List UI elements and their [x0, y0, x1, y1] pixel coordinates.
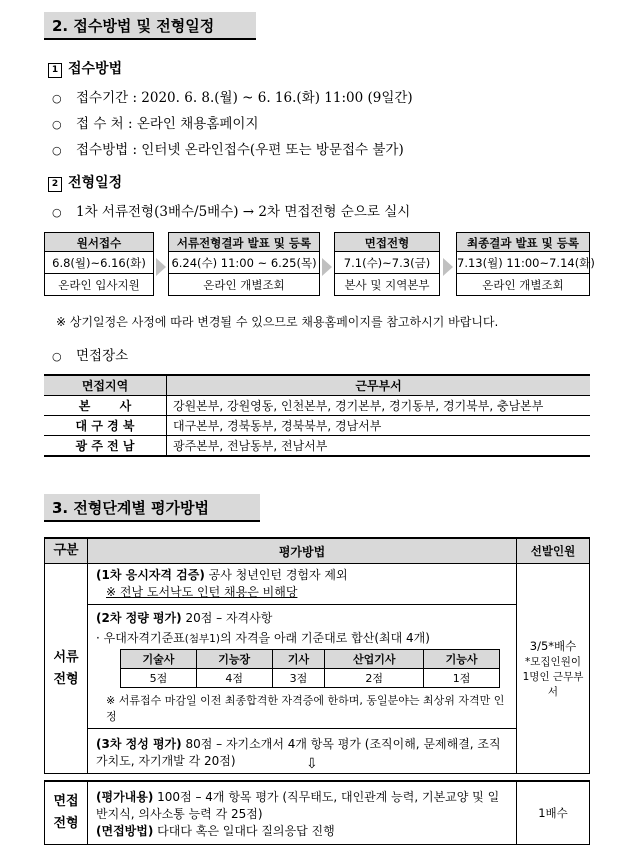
circle-bullet-icon: ○ [52, 350, 62, 363]
step-date: 7.1(수)~7.3(금) [334, 252, 440, 274]
cert-score-row [121, 669, 500, 688]
doc-step1 [88, 564, 516, 605]
arrow-right-icon [156, 258, 166, 276]
cert-header: 산업기사 [325, 650, 424, 669]
header-dept: 근무부서 [167, 375, 591, 396]
interview-way-title: (면접방법) [96, 823, 154, 838]
circle-bullet-icon: ○ [52, 144, 62, 157]
line-text: 면접장소 [76, 348, 129, 364]
circle-bullet-icon: ○ [52, 206, 62, 219]
doc-select: 3/5*배수 [529, 639, 577, 653]
doc-select-note: *모집인원이 1명인 근무부서 [522, 656, 584, 698]
step2-note: ※ 서류접수 마감일 이전 최종합격한 자격증에 한하며, 동일분야는 최상위 자격만 인정 [106, 694, 505, 723]
step-document-result [168, 232, 320, 298]
table-row [44, 436, 590, 457]
header-region: 면접지역 [44, 375, 167, 396]
table-row [44, 396, 590, 416]
dept-cell: 광주본부, 전남동부, 전남서부 [167, 436, 591, 457]
doc-method-cell [88, 564, 517, 774]
number-box-icon: 1 [48, 63, 62, 78]
cert-score: 1점 [424, 669, 500, 688]
receipt-period-line [52, 86, 413, 106]
doc-step2 [88, 605, 516, 729]
region-cell: 대 구 경 북 [44, 416, 167, 436]
dept-cell: 강원본부, 강원영동, 인천본부, 경기본부, 경기동부, 경기북부, 충남본부 [167, 396, 591, 416]
step2-sub-small: (첨부1) [184, 633, 220, 645]
cert-score-table [120, 649, 500, 688]
section-3-title: 3. 전형단계별 평가방법 [44, 494, 260, 522]
interview-way-text: 다대다 혹은 일대다 질의응답 진행 [153, 823, 335, 838]
cert-score: 4점 [196, 669, 272, 688]
step-name: 서류전형결과 발표 및 등록 [168, 232, 320, 252]
header-method: 평가방법 [88, 538, 517, 564]
cert-score: 5점 [121, 669, 197, 688]
section-2-title: 2. 접수방법 및 전형일정 [44, 12, 256, 40]
sub-title-schedule [48, 172, 122, 192]
interview-method-cell [88, 781, 517, 845]
cert-header: 기사 [272, 650, 325, 669]
table-row [44, 416, 590, 436]
interview-select: 1배수 [517, 781, 590, 845]
sub-title-text: 전형일정 [68, 175, 123, 191]
step-application [44, 232, 154, 298]
step1-note: ※ 전남 도서낙도 인턴 채용은 비해당 [106, 585, 298, 599]
cert-score: 2점 [325, 669, 424, 688]
cert-header-row [121, 650, 500, 669]
line-text: 접수기간 : 2020. 6. 8.(월) ~ 6. 16.(화) 11:00 (9일간) [76, 90, 413, 106]
interview-content-title: (평가내용) [96, 789, 154, 804]
table-header-row [45, 538, 590, 564]
cert-header: 기능사 [424, 650, 500, 669]
step1-text: 공사 청년인턴 경험자 제외 [204, 568, 348, 582]
step3-title: (3차 정성 평가) [96, 737, 182, 751]
table-header-row [44, 375, 590, 396]
circle-bullet-icon: ○ [52, 92, 62, 105]
receipt-method-line [52, 138, 404, 158]
circle-bullet-icon: ○ [52, 118, 62, 131]
step-name: 면접전형 [334, 232, 440, 252]
interview-label: 면접 전형 [45, 781, 88, 845]
cert-score: 3점 [272, 669, 325, 688]
schedule-summary-line [52, 200, 410, 220]
header-select: 선발인원 [517, 538, 590, 564]
down-arrow-icon: ⇩ [306, 756, 318, 772]
dept-cell: 대구본부, 경북동부, 경북북부, 경남서부 [167, 416, 591, 436]
step-final-result [456, 232, 595, 298]
step2-title: (2차 정량 평가) [96, 611, 182, 625]
step-interview [334, 232, 440, 298]
step-detail: 온라인 개별조회 [456, 274, 590, 296]
arrow-right-icon [443, 258, 453, 276]
table-row [45, 564, 590, 774]
step-date: 6.24(수) 11:00 ~ 6.25(목) [168, 252, 320, 274]
step-name: 원서접수 [44, 232, 154, 252]
step1-title: (1차 응시자격 검증) [96, 568, 205, 582]
step-detail: 본사 및 지역본부 [334, 274, 440, 296]
sub-title-receipt [48, 58, 122, 78]
venue-line [52, 344, 128, 364]
arrow-right-icon [322, 258, 332, 276]
step3-text: 80점 – 자기소개서 4개 항목 평가 (조직이해, 문제해결, 조직가치도, 자기개발 각 20점) [96, 737, 501, 768]
venue-table [44, 374, 590, 457]
step-date: 6.8(월)~6.16(화) [44, 252, 154, 274]
table-row [45, 781, 590, 845]
step-date: 7.13(월) 11:00~7.14(화) [456, 252, 590, 274]
step-name: 최종결과 발표 및 등록 [456, 232, 590, 252]
step-detail: 온라인 개별조회 [168, 274, 320, 296]
interview-content-text: 100점 – 4개 항목 평가 (직무태도, 대인관계 능력, 기본교양 및 일반지식, 의사소통 능력 각 25점) [96, 789, 500, 821]
line-text: 접수방법 : 인터넷 온라인접수(우편 또는 방문접수 불가) [76, 142, 404, 158]
doc-select-cell [517, 564, 590, 774]
doc-label: 서류 전형 [45, 564, 88, 774]
interview-table [44, 780, 590, 845]
step2-sub: · 우대자격기준표 [96, 631, 185, 645]
region-cell: 본 사 [44, 396, 167, 416]
number-box-icon: 2 [48, 177, 62, 192]
line-text: 1차 서류전형(3배수/5배수) → 2차 면접전형 순으로 실시 [76, 204, 411, 220]
step2-text: 20점 – 자격사항 [181, 611, 273, 625]
step2-sub-post: 의 자격을 아래 기준대로 합산(최대 4개) [219, 631, 430, 645]
cert-header: 기능장 [196, 650, 272, 669]
header-category: 구분 [45, 538, 88, 564]
line-text: 접 수 처 : 온라인 채용홈페이지 [76, 116, 259, 132]
schedule-note: ※ 상기일정은 사정에 따라 변경될 수 있으므로 채용홈페이지를 참고하시기 바랍니다. [56, 315, 499, 329]
step-detail: 온라인 입사지원 [44, 274, 154, 296]
doc-step3 [88, 729, 516, 773]
sub-title-text: 접수방법 [68, 61, 123, 77]
cert-header: 기술사 [121, 650, 197, 669]
region-cell: 광 주 전 남 [44, 436, 167, 457]
receipt-place-line [52, 112, 259, 132]
evaluation-table [44, 537, 590, 774]
